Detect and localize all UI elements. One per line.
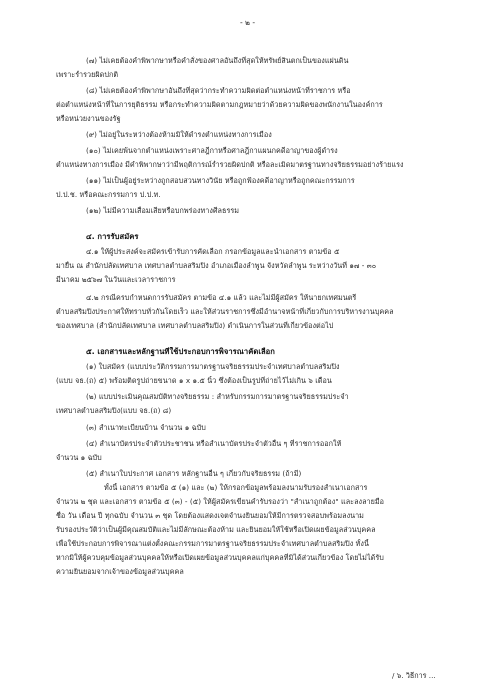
text-line: (แบบ จธ.(ถ) ๕) พร้อมติดรูปถ่ายขนาด ๑ x ๑.๕ นิ้ว ซึ่งต้องเป็นรูปที่ถ่ายไว้ไม่เกิน ๖ เดือน [56,376,332,385]
text-line: ๔.๑ ให้ผู้ประสงค์จะสมัครเข้ารับการคัดเลือก กรอกข้อมูลและนำเอกสาร ตามข้อ ๕ [86,247,340,256]
section-heading: ๔. การรับสมัคร [86,232,139,241]
text-line: จำนวน ๑ ฉบับ [56,453,102,462]
text-line: ของเทศบาล (สำนักปลัดเทศบาล เทศบาลตำบลสริมปิง) ดำเนินการในส่วนที่เกี่ยวข้องต่อไป [56,321,334,330]
text-line: มายื่น ณ สำนักปลัดเทศบาล เทศบาลตำบลสริมปิง อำเภอเมืองลำพูน จังหวัดลำพูน ระหว่างวันที่ ๑๗ - ๓๐ [56,261,377,270]
text-line: เพราะร่ำรวยผิดปกติ [56,70,119,79]
text-line: ตำบลสริมปิงประกาศให้ทราบทั่วกันโดยเร็ว และให้ส่วนราชการซึ่งมีอำนาจหน้าที่เกี่ยวกับการบริหารงานบุคคล [56,307,394,316]
text-line: ความยินยอมจากเจ้าของข้อมูลส่วนบุคคล [56,567,184,576]
text-line: (๓) สำเนาทะเบียนบ้าน จำนวน ๑ ฉบับ [86,423,206,432]
text-line: ต่อตำแหน่งหน้าที่ในการยุติธรรม หรือกระทำความผิดตามกฎหมายว่าด้วยความผิดของพนักงานในองค์การ [56,100,383,109]
text-line: (๔) สำเนาบัตรประจำตัวประชาชน หรือสำเนาบัตรประจำตัวอื่น ๆ ที่ราชการออกให้ [86,439,342,448]
text-line: ตำแหน่งทางการเมือง มีคำพิพากษาว่ามีพฤติการณ์ร่ำรวยผิดปกติ หรือละเมิดมาตรฐานทางจริยธรรมอย่างร้ายแรง [56,160,404,169]
text-line: (๘) ไม่เคยต้องคำพิพากษาอันถึงที่สุดว่ากระทำความผิดต่อตำแหน่งหน้าที่ราชการ หรือ [86,86,351,95]
text-line: ชื่อ วัน เดือน ปี ทุกฉบับ จำนวน ๓ ชุด โดยต้องแสดงเจตจำนงยินยอมให้มีการตรวจสอบพร้อมลงนาม [56,511,364,520]
text-line: (๙) ไม่อยู่ในระหว่างต้องห้ามมิให้ดำรงตำแหน่งทางการเมือง [86,130,272,139]
text-line: เทศบาลตำบลสริมปิง(แบบ จธ.(ถ) ๘) [56,406,172,415]
text-line: ป.ป.ช. หรือคณะกรรมการ ป.ป.ท. [56,190,161,199]
continuation-marker: / ๖. วิธีการ ... [392,671,436,680]
text-line: (๕) สำเนาใบประกาศ เอกสาร หลักฐานอื่น ๆ เกี่ยวกับจริยธรรม (ถ้ามี) [86,469,302,478]
text-line: (๒) แบบประเมินคุณสมบัติทางจริยธรรม : สำหรับกรรมการมาตรฐานจริยธรรมประจำ [86,392,349,401]
text-line: มีนาคม ๒๕๖๗ ในวันและเวลาราชการ [56,275,176,284]
page-number: - ๒ - [239,18,256,27]
section-heading: ๕. เอกสารและหลักฐานที่ใช้ประกอบการพิจารณาคัดเลือก [86,347,275,356]
text-line: รับรองประวัติว่าเป็นผู้มีคุณสมบัติและไม่มีลักษณะต้องห้าม และยินยอมให้ใช้หรือเปิดเผยข้อมูลส่วนบุคคล [56,525,376,534]
text-line: จำนวน ๒ ชุด และเอกสาร ตามข้อ ๕ (๓) - (๕) ให้ผู้สมัครเขียนคำรับรองว่า "สำเนาถูกต้อง" และลงลายมือ [56,497,385,506]
text-line: (๗) ไม่เคยต้องคำพิพากษาหรือคำสั่งของศาลอันถึงที่สุดให้ทรัพย์สินตกเป็นของแผ่นดิน [86,56,349,65]
text-line: เพื่อใช้ประกอบการพิจารณาแต่งตั้งคณะกรรมการมาตรฐานจริยธรรมประจำเทศบาลตำบลสริมปิง ทั้งนี้ [56,539,369,548]
text-line: (๑๑) ไม่เป็นผู้อยู่ระหว่างถูกสอบสวนทางวินัย หรือถูกฟ้องคดีอาญาหรือถูกคณะกรรมการ [86,176,355,185]
text-line: (๑๒) ไม่มีความเสื่อมเสียหรือบกพร่องทางศีลธรรม [86,206,240,215]
text-line: ทั้งนี้ เอกสาร ตามข้อ ๕ (๑) และ (๒) ให้กรอกข้อมูลพร้อมลงนามรับรองสำเนาเอกสาร [104,483,368,492]
text-line: ๔.๒ กรณีครบกำหนดการรับสมัคร ตามข้อ ๔.๑ แล้ว และไม่มีผู้สมัคร ให้นายกเทศมนตรี [86,293,357,302]
text-line: หากมิให้ผู้ควบคุมข้อมูลส่วนบุคคลให้หรือเปิดเผยข้อมูลส่วนบุคคลแก่บุคคลที่มิได้ส่วนเกี่ยวข้อง โดยไม่ได้รับ [56,553,384,562]
text-line: (๑) ใบสมัคร (แบบประวัติกรรมการมาตรฐานจริยธรรมประจำเทศบาลตำบลสริมปิง [86,362,340,371]
text-line: (๑๐) ไม่เคยพ้นจากตำแหน่งเพราะศาลฎีกาหรือศาลฎีกาแผนกคดีอาญาของผู้ดำรง [86,146,338,155]
text-line: หรือหน่วยงานของรัฐ [56,114,121,123]
